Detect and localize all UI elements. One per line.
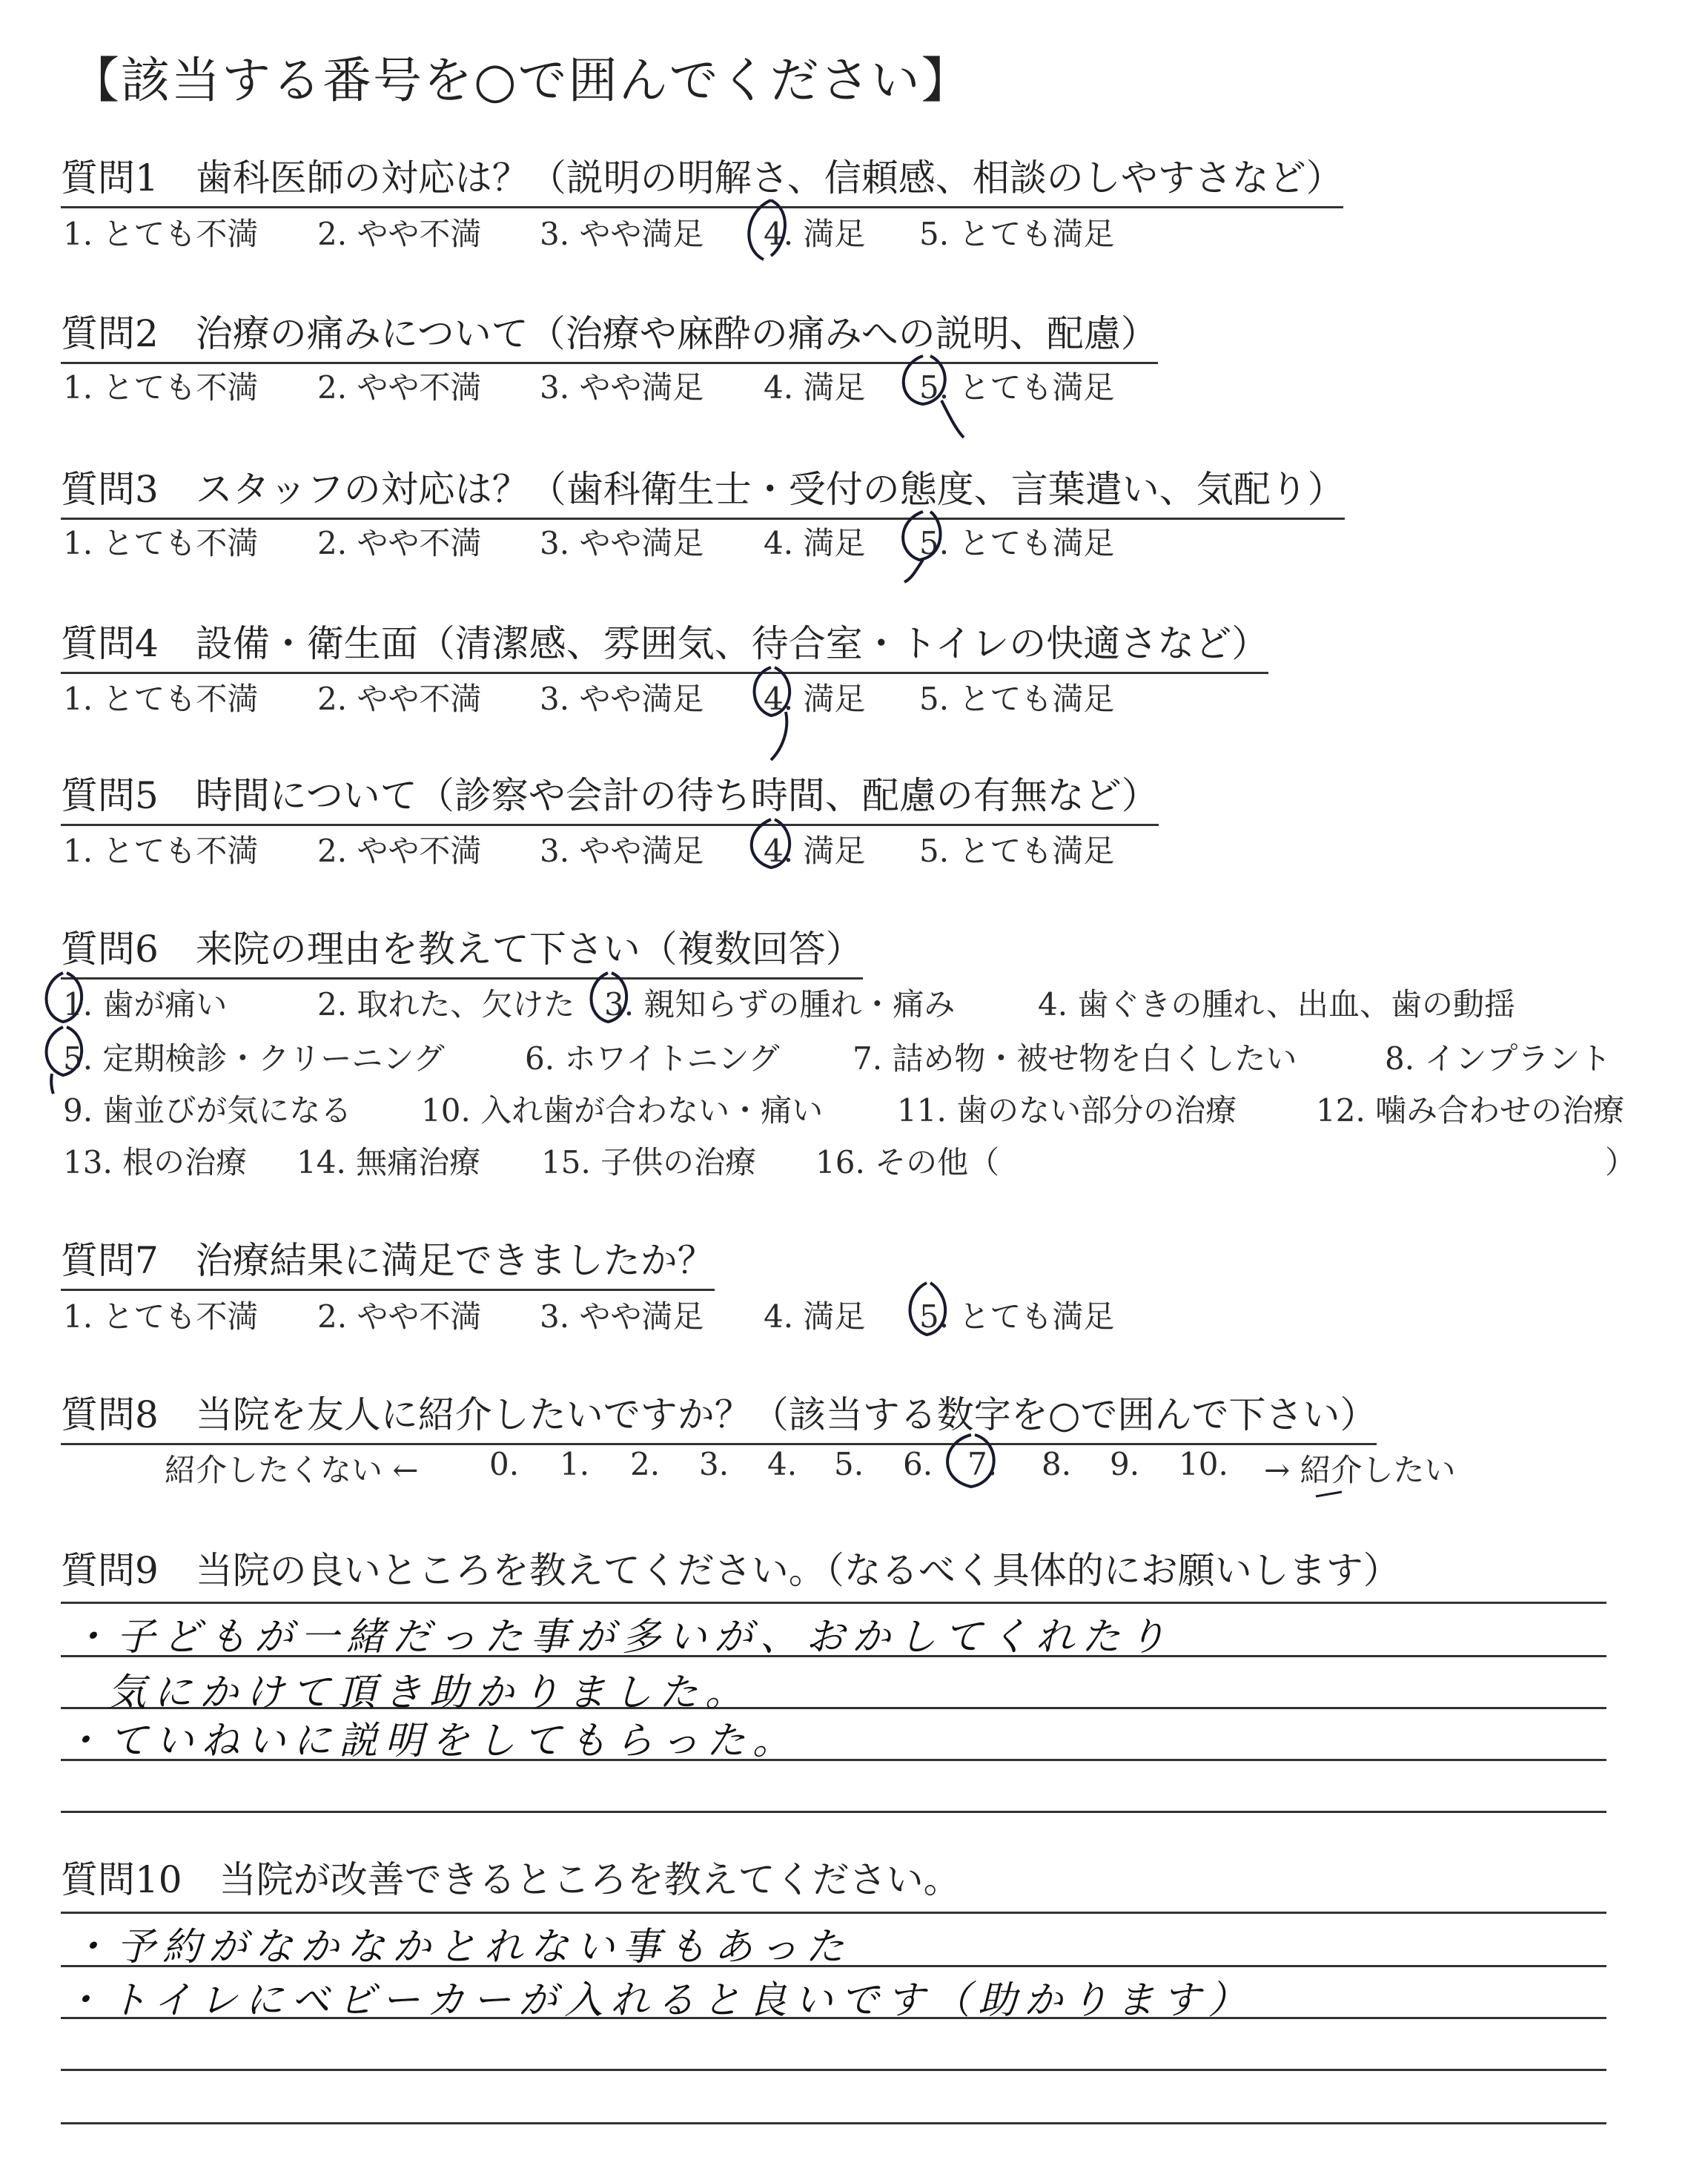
q8-scale-9[interactable]: 9.: [1110, 1446, 1140, 1482]
q4-option-5[interactable]: 5. とても満足: [919, 681, 1115, 717]
q2-option-3[interactable]: 3. やや満足: [540, 369, 704, 406]
q7-option-2[interactable]: 2. やや不満: [317, 1298, 482, 1335]
q7-option-5[interactable]: 5. とても満足: [919, 1298, 1115, 1335]
q3-selection-circle: [903, 512, 940, 582]
q8-scale-4[interactable]: 4.: [767, 1446, 798, 1482]
question-9-title: 質問9 当院の良いところを教えてください。（なるべく具体的にお願いします）: [61, 1549, 1400, 1592]
q6-option-5[interactable]: 5. 定期検診・クリーニング: [63, 1040, 445, 1077]
q6-option-11[interactable]: 11. 歯のない部分の治療: [897, 1092, 1237, 1129]
q3-option-3[interactable]: 3. やや満足: [540, 525, 704, 561]
q8-scale-10[interactable]: 10.: [1179, 1446, 1228, 1482]
q6-option-16-close-paren: ）: [1605, 1144, 1637, 1180]
q4-option-1[interactable]: 1. とても不満: [63, 681, 259, 717]
question-4-title: 質問4 設備・衛生面（清潔感、雰囲気、待合室・トイレの快適さなど）: [61, 614, 1268, 674]
q6-option-4[interactable]: 4. 歯ぐきの腫れ、出血、歯の動揺: [1038, 986, 1515, 1023]
q1-option-4[interactable]: 4. 満足: [764, 216, 866, 252]
q6-selection-circle-1: [47, 973, 82, 1022]
q6-option-8[interactable]: 8. インプラント: [1385, 1040, 1612, 1077]
q2-option-5[interactable]: 5. とても満足: [919, 369, 1115, 406]
q1-selection-circle: [749, 200, 785, 260]
q2-option-4[interactable]: 4. 満足: [764, 369, 866, 406]
q6-option-15[interactable]: 15. 子供の治療: [541, 1144, 757, 1180]
q5-option-5[interactable]: 5. とても満足: [919, 833, 1115, 869]
q6-option-16[interactable]: 16. その他（: [815, 1144, 1000, 1180]
page-header: 【該当する番号を○で囲んでください】: [70, 52, 972, 109]
q8-scale-2[interactable]: 2.: [630, 1446, 661, 1482]
q6-option-7[interactable]: 7. 詰め物・被せ物を白くしたい: [853, 1040, 1297, 1077]
question-5-title: 質問5 時間について（診察や会計の待ち時間、配慮の有無など）: [61, 766, 1159, 826]
q6-option-12[interactable]: 12. 噛み合わせの治療: [1316, 1092, 1625, 1129]
q8-left-label: 紹介したくない ←: [165, 1452, 419, 1488]
q10-answer-line-2: ・トイレにベビーカーが入れると良いです（助かります）: [63, 1978, 1254, 2023]
q7-option-3[interactable]: 3. やや満足: [540, 1298, 704, 1335]
q5-option-1[interactable]: 1. とても不満: [63, 833, 259, 869]
q1-option-5[interactable]: 5. とても満足: [919, 216, 1115, 252]
q5-option-3[interactable]: 3. やや満足: [540, 833, 704, 869]
q6-option-10[interactable]: 10. 入れ歯が合わない・痛い: [421, 1092, 824, 1129]
q3-option-5[interactable]: 5. とても満足: [919, 525, 1115, 561]
q6-selection-circle-5: [47, 1027, 82, 1094]
q4-option-3[interactable]: 3. やや満足: [540, 681, 704, 717]
q9-answer-line-3: ・ていねいに説明をしてもらった。: [63, 1719, 799, 1763]
q4-option-4[interactable]: 4. 満足: [764, 681, 866, 717]
question-10-title: 質問10 当院が改善できるところを教えてください。: [61, 1858, 961, 1901]
q7-option-1[interactable]: 1. とても不満: [63, 1298, 259, 1335]
q8-scale-0[interactable]: 0.: [489, 1446, 520, 1482]
q7-selection-circle: [910, 1283, 946, 1335]
q6-option-13[interactable]: 13. 根の治療: [63, 1144, 248, 1180]
q4-option-2[interactable]: 2. やや不満: [317, 681, 482, 717]
q3-option-1[interactable]: 1. とても不満: [63, 525, 259, 561]
q6-option-6[interactable]: 6. ホワイトニング: [525, 1040, 780, 1077]
q6-option-3[interactable]: 3. 親知らずの腫れ・痛み: [604, 986, 956, 1023]
question-8-title: 質問8 当院を友人に紹介したいですか？（該当する数字を○で囲んで下さい）: [61, 1385, 1377, 1445]
q2-option-1[interactable]: 1. とても不満: [63, 369, 259, 406]
q10-answer-line-1: ・予約がなかなかとれない事もあった: [70, 1925, 852, 1969]
q6-option-14[interactable]: 14. 無痛治療: [297, 1144, 481, 1180]
q8-scale-8[interactable]: 8.: [1042, 1446, 1072, 1482]
q4-selection-circle: [755, 667, 790, 760]
q9-answer-line-2: 気にかけて頂き助かりました。: [107, 1671, 752, 1715]
question-1-title: 質問1 歯科医師の対応は？（説明の明解さ、信頼感、相談のしやすさなど）: [61, 148, 1343, 208]
question-6-title: 質問6 来院の理由を教えて下さい（複数回答）: [61, 919, 863, 980]
q6-option-2[interactable]: 2. 取れた、欠けた: [317, 986, 575, 1023]
q5-selection-circle: [752, 819, 790, 868]
q5-option-4[interactable]: 4. 満足: [764, 833, 866, 869]
q8-scale-7[interactable]: 7.: [967, 1446, 998, 1482]
question-7-title: 質問7 治療結果に満足できましたか？: [61, 1231, 715, 1291]
q6-option-9[interactable]: 9. 歯並びが気になる: [63, 1092, 352, 1129]
q8-scale-6[interactable]: 6.: [903, 1446, 933, 1482]
q8-right-label: → 紹介したい: [1264, 1452, 1456, 1488]
q1-option-1[interactable]: 1. とても不満: [63, 216, 259, 252]
q7-option-4[interactable]: 4. 満足: [764, 1298, 866, 1335]
q2-option-2[interactable]: 2. やや不満: [317, 369, 482, 406]
q1-option-2[interactable]: 2. やや不満: [317, 216, 482, 252]
q8-selection-circle: [947, 1435, 994, 1487]
question-2-title: 質問2 治療の痛みについて（治療や麻酔の痛みへの説明、配慮）: [61, 304, 1158, 364]
q1-option-3[interactable]: 3. やや満足: [540, 216, 704, 252]
q5-option-2[interactable]: 2. やや不満: [317, 833, 482, 869]
q9-answer-line-1: ・子どもが一緒だった事が多いが、おかしてくれたり: [70, 1615, 1174, 1659]
q8-scale-1[interactable]: 1.: [560, 1446, 590, 1482]
q8-scale-3[interactable]: 3.: [699, 1446, 729, 1482]
q3-option-4[interactable]: 4. 満足: [764, 525, 866, 561]
q8-scale-5[interactable]: 5.: [834, 1446, 864, 1482]
q3-option-2[interactable]: 2. やや不満: [317, 525, 482, 561]
q8-small-mark: [1316, 1492, 1342, 1496]
question-3-title: 質問3 スタッフの対応は？（歯科衛生士・受付の態度、言葉遣い、気配り）: [61, 460, 1345, 520]
q6-selection-circle-3: [592, 973, 627, 1022]
q2-selection-circle: [904, 356, 964, 437]
q6-option-1[interactable]: 1. 歯が痛い: [63, 986, 228, 1023]
